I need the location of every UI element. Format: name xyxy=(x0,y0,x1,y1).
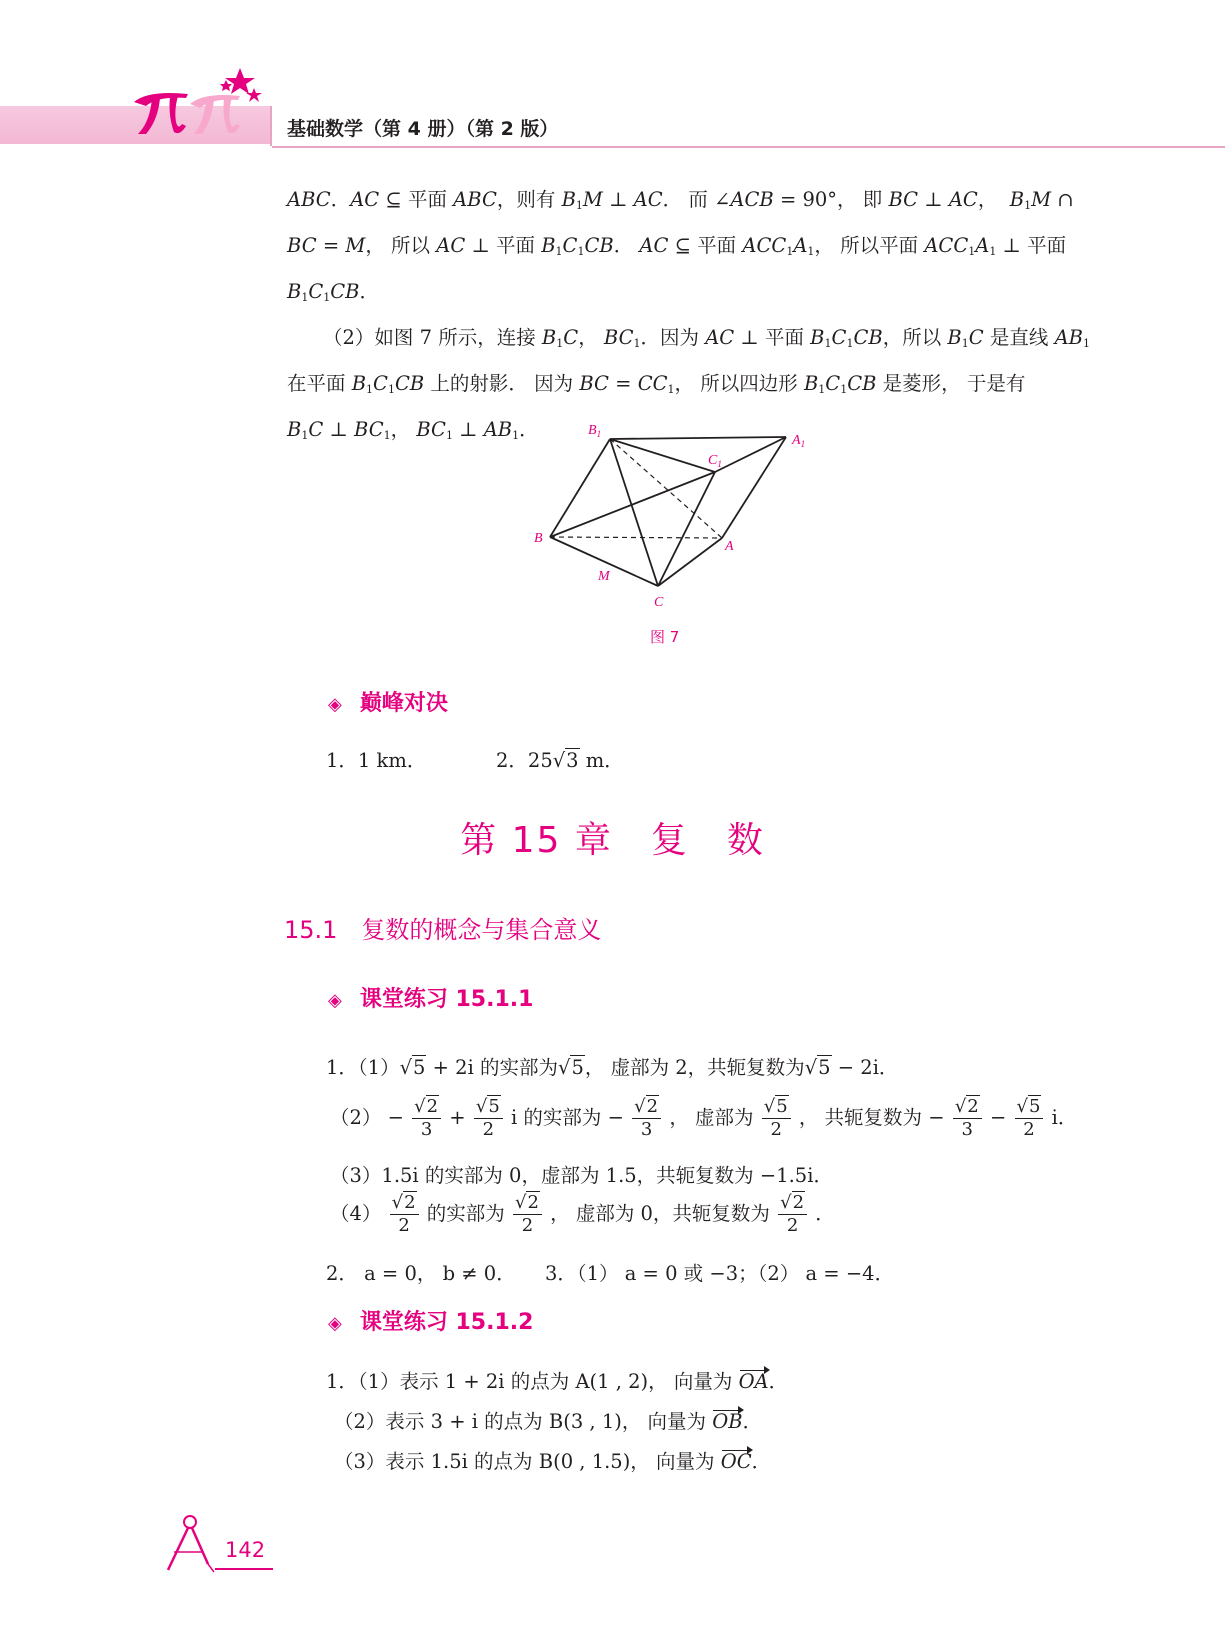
page-number: 142 xyxy=(225,1538,266,1562)
practice2-line-2: （2）表示 3 + i 的点为 B(3 , 1)， 向量为 OB． xyxy=(334,1410,763,1433)
proof-line: ABC．AC ⊆ 平面 ABC，则有 $B_1M$ ⊥ AC． 而 ∠ACB = 90°， 即 BC ⊥ AC， $B_1M$ ∩ xyxy=(287,188,1074,212)
practice-heading-2-text: 课堂练习 15.1.2 xyxy=(359,1310,534,1335)
practice1-q1-3: （3）1.5i 的实部为 0，虚部为 1.5，共轭复数为 −1.5i． xyxy=(330,1164,833,1187)
figure-solid-edges xyxy=(550,437,786,586)
proof-text xyxy=(287,180,1090,456)
peak-heading-text: 巅峰对决 xyxy=(359,691,448,716)
compass-icon xyxy=(162,1512,218,1574)
label-c1: $C_1$ xyxy=(708,453,722,469)
page-header xyxy=(0,0,1225,160)
figure-dashed-edges xyxy=(550,439,722,538)
label-a: A xyxy=(725,539,734,554)
label-a1: $A_1$ xyxy=(792,433,806,449)
practice1-q1-2: （2） − $\frac{√2}{3}$ + $\frac{√5}{2}$ i 的实部为 − $\frac{√2}{3}$ ， 虚部为 $\frac{√5}{2}$ ， 共轭复数为 − $\frac{√2}{3}$ − $\frac{√5}{2}$ i． xyxy=(330,1096,1078,1140)
proof-line: $B_1C$ ⊥ $BC_1$， $BC_1$ ⊥ $AB_1$． xyxy=(287,418,539,442)
proof-line: $B_1C_1CB$． xyxy=(287,280,380,304)
label-b1: $B_1$ xyxy=(588,423,602,439)
page-number-rule xyxy=(215,1568,273,1570)
proof-line: （2）如图 7 所示，连接 $B_1C$， $BC_1$．因为 AC ⊥ 平面 $B_1C_1CB$，所以 $B_1C$ 是直线 $AB_1$ xyxy=(323,326,1090,350)
practice1-q1-4: （4） $\frac{√2}{2}$ 的实部为 $\frac{√2}{2}$ ， 虚部为 0，共轭复数为 $\frac{√2}{2}$ ． xyxy=(330,1192,835,1236)
diamond-icon: ◈ xyxy=(328,990,342,1011)
label-m: M xyxy=(598,569,610,584)
pi-logo-icon xyxy=(128,60,268,142)
practice-heading-2 xyxy=(328,1305,533,1336)
label-c: C xyxy=(654,595,664,610)
proof-line: 在平面 $B_1C_1CB$ 上的射影． 因为 BC = $CC_1$， 所以四边形 $B_1C_1CB$ 是菱形， 于是有 xyxy=(287,372,1026,396)
proof-line: BC = M， 所以 AC ⊥ 平面 $B_1C_1CB$． AC ⊆ 平面 $ACC_1A_1$， 所以平面 $ACC_1A_1$ ⊥ 平面 xyxy=(287,234,1067,258)
practice1-q1-1: 1．（1）√5 + 2i 的实部为√5， 虚部为 2，共轭复数为√5 − 2i． xyxy=(326,1056,899,1079)
peak-answer-2: 2．25√3 m． xyxy=(496,749,624,772)
practice2-line-3: （3）表示 1.5i 的点为 B(0 , 1.5)， 向量为 OC． xyxy=(334,1450,772,1473)
practice-heading-1-text: 课堂练习 15.1.1 xyxy=(359,987,534,1012)
header-divider xyxy=(270,106,272,146)
practice-heading-1 xyxy=(328,982,533,1013)
diamond-icon: ◈ xyxy=(328,1313,342,1334)
practice2-line-1: 1．（1）表示 1 + 2i 的点为 A(1 , 2)， 向量为 OA． xyxy=(326,1370,789,1393)
peak-answer-1: 1．1 km． xyxy=(326,749,427,772)
diamond-icon: ◈ xyxy=(328,694,342,715)
figure-caption: 图 7 xyxy=(650,628,680,646)
peak-heading xyxy=(328,686,448,717)
practice1-q2-q3: 2． a = 0， b ≠ 0． 3．（1） a = 0 或 −3；（2） a = −4． xyxy=(326,1262,895,1285)
book-title: 基础数学（第 4 册）（第 2 版） xyxy=(287,118,559,140)
label-b: B xyxy=(534,531,543,546)
header-rule xyxy=(272,146,1225,148)
section-title: 15.1 复数的概念与集合意义 xyxy=(284,916,602,944)
geometry-figure xyxy=(520,420,820,630)
chapter-title: 第 15 章 复 数 xyxy=(460,820,765,861)
